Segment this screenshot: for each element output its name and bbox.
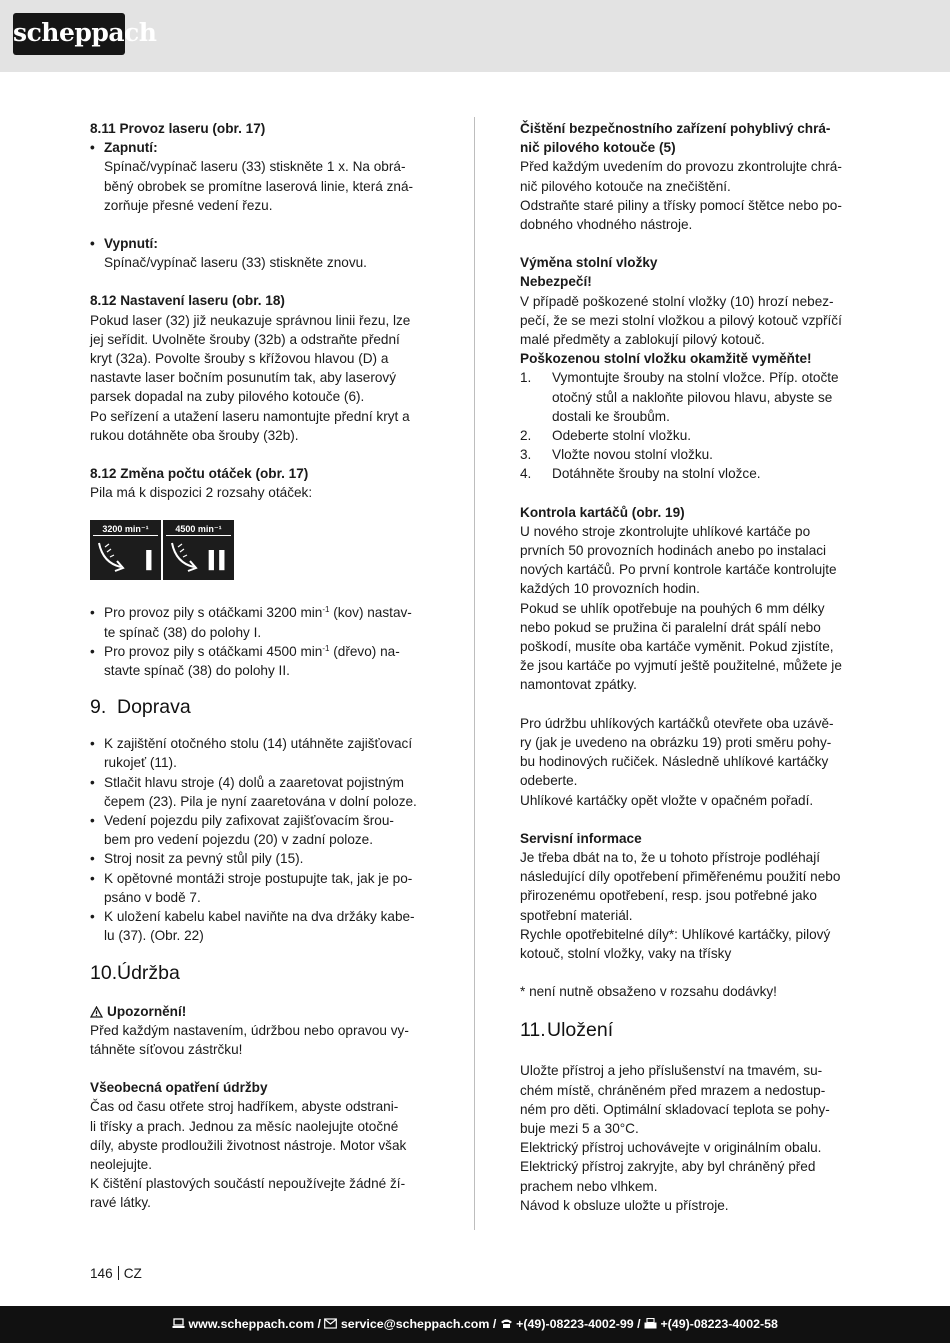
- text-line: ravé látky.: [90, 1195, 151, 1211]
- footer-website-link[interactable]: www.scheppach.com: [188, 1317, 315, 1331]
- email-icon: [324, 1318, 337, 1329]
- speed-roman-numeral: II: [206, 544, 227, 578]
- text-span: (kov) nastav-: [329, 605, 412, 621]
- speed-label: 4500 min⁻¹: [166, 523, 231, 536]
- text-line: Po seřízení a utažení laseru namontujte přední kryt a: [90, 408, 410, 424]
- text-line: neolejujte.: [90, 1156, 152, 1172]
- computer-icon: [172, 1318, 185, 1329]
- section-11-heading: [520, 1017, 859, 1043]
- bullet-dot: •: [90, 643, 95, 659]
- superscript: -1: [322, 605, 330, 615]
- general-maintenance-text: [90, 1097, 430, 1212]
- text-line: ném pro děti. Optimální skladovací teplota se pohy-: [520, 1101, 830, 1117]
- text-line: Čas od času otřete stroj hadříkem, abyste odstrani-: [90, 1099, 399, 1115]
- text-line: prachem nebo vlhkem.: [520, 1178, 658, 1194]
- bullet-dot: •: [90, 851, 95, 867]
- text-line: Vymontujte šrouby na stolní vložce. Příp. otočte: [552, 370, 839, 386]
- section-8-12-laser-title: 8.12 Nastavení laseru (obr. 18): [90, 293, 285, 309]
- bullet-dot: •: [90, 774, 95, 790]
- speed-label: 3200 min⁻¹: [93, 523, 158, 536]
- section-number: 11.: [520, 1019, 546, 1042]
- text-span: Pro provoz pily s otáčkami 3200 min: [104, 605, 323, 621]
- text-line: díly, abyste prodloužili životnost nástroje. Motor však: [90, 1137, 407, 1153]
- text-line: čepem (23). Pila je nyní zaaretována v dolní poloze.: [104, 793, 417, 809]
- on-text: [90, 157, 430, 215]
- service-footnote: * není nutně obsaženo v rozsahu dodávky!: [520, 984, 777, 1000]
- text-line: zorňuje přesné vedení řezu.: [104, 197, 273, 213]
- bullet-off: [90, 234, 430, 253]
- text-line: Stroj nosit za pevný stůl pily (15).: [104, 851, 304, 867]
- text-line: lu (37). (Obr. 22): [104, 928, 204, 944]
- speed-icon-4500: [163, 520, 234, 580]
- footer-email-link[interactable]: service@scheppach.com: [340, 1317, 490, 1331]
- text-line: nič pilového kotouče na znečištění.: [520, 178, 731, 194]
- footer-fax: +(49)-08223-4002-58: [660, 1317, 778, 1331]
- text-line: Elektrický přístroj uchovávejte v originálním obalu.: [520, 1140, 822, 1156]
- text-line: parsek dopadal na zuby pilového kotouče (6).: [90, 389, 365, 405]
- cleaning-text: [520, 157, 859, 234]
- text-line: Pila má k dispozici 2 rozsahy otáček:: [90, 485, 313, 501]
- text-line: Vedení pojezdu pily zafixovat zajišťovacím šrou-: [104, 813, 394, 829]
- text-line: přirozenému opotřebení, resp. jsou potřebné jako: [520, 888, 817, 904]
- speed-bullet-2: [90, 642, 430, 680]
- text-line: Stlačit hlavu stroje (4) dolů a zaaretovat pojistným: [104, 774, 404, 790]
- text-line: kotouč, stolní vložky, vaky na třísky: [520, 945, 732, 961]
- page-separator: [118, 1266, 119, 1280]
- text-line: Uložte přístroj a jeho příslušenství na tmavém, su-: [520, 1063, 823, 1079]
- transport-bullet: [90, 849, 430, 868]
- laser-adjust-text: [90, 311, 430, 445]
- text-line: psáno v bodě 7.: [104, 889, 201, 905]
- maintenance-warning: [90, 1002, 430, 1021]
- footer-separator: /: [637, 1317, 641, 1331]
- text-line: stavte spínač (38) do polohy II.: [104, 663, 290, 679]
- section-title: Doprava: [117, 696, 191, 719]
- service-info-title: Servisní informace: [520, 830, 642, 846]
- text-line: Pro údržbu uhlíkových kartáčků otevřete oba uzávě-: [520, 715, 834, 731]
- bullet-dot: •: [90, 813, 95, 829]
- left-column: [90, 119, 430, 1213]
- section-title: Údržba: [117, 961, 180, 984]
- brush-check-text: [520, 522, 859, 695]
- text-line: Odeberte stolní vložku.: [552, 428, 692, 444]
- step-item: [520, 445, 859, 464]
- text-line: li třísky a prach. Jednou za měsíc naolejujte otočné: [90, 1118, 399, 1134]
- text-line: malé předměty a zablokují pilový kotouč.: [520, 332, 765, 348]
- text-line: Rychle opotřebitelné díly*: Uhlíkové kartáčky, pilový: [520, 926, 831, 942]
- fax-icon: [644, 1318, 657, 1329]
- table-insert-text: [520, 292, 859, 350]
- text-line: dostali ke šroubům.: [552, 408, 670, 424]
- phone-icon: [500, 1318, 513, 1329]
- text-line: chém místě, chráněném před mrazem a nedostup-: [520, 1082, 826, 1098]
- text-line: K opětovné montáži stroje postupujte tak, jak je po-: [104, 870, 413, 886]
- footer-separator: /: [492, 1317, 497, 1331]
- text-line: Před každým uvedením do provozu zkontrolujte chrá-: [520, 159, 842, 175]
- bullet-on: [90, 138, 430, 157]
- transport-bullet: [90, 773, 430, 811]
- brush-replace-text: [520, 714, 859, 810]
- transport-bullet: [90, 907, 430, 945]
- section-9-heading: [90, 694, 430, 720]
- text-line: bu hodinových ručiček. Následně uhlíkové kartáčky: [520, 754, 829, 770]
- page-number-value: 146: [90, 1266, 113, 1281]
- text-line: každých 10 provozních hodin.: [520, 581, 700, 597]
- rotation-arrow-icon: [168, 539, 202, 575]
- warning-text: [90, 1021, 430, 1059]
- text-line: V případě poškozené stolní vložky (10) hrozí nebez-: [520, 293, 834, 309]
- text-line: ry (jak je uvedeno na obrázku 19) proti směru pohy-: [520, 734, 832, 750]
- section-10-heading: [90, 960, 430, 986]
- text-line: K uložení kabelu kabel naviňte na dva držáky kabe-: [104, 909, 415, 925]
- superscript: -1: [322, 643, 330, 653]
- text-line: že jsou kartáče po vyjmutí ještě použitelné, můžete je: [520, 658, 842, 674]
- replace-insert-notice: Poškozenou stolní vložku okamžitě vyměňte!: [520, 351, 812, 367]
- text-line: spotřební materiál.: [520, 907, 633, 923]
- text-line: K zajištění otočného stolu (14) utáhněte zajišťovací: [104, 736, 413, 752]
- text-line: nebo pokud se pružina či paralelní drát spálí nebo: [520, 619, 821, 635]
- speed-roman-numeral: I: [143, 544, 154, 578]
- transport-bullet: [90, 734, 430, 772]
- text-line: namontovat zpátky.: [520, 677, 637, 693]
- text-line: nastavte laser bočním posunutím tak, aby laserový: [90, 370, 397, 386]
- off-label: Vypnutí:: [104, 236, 158, 252]
- step-item: [520, 368, 859, 426]
- bullet-dot: •: [90, 140, 95, 156]
- text-line: Pokud se uhlík opotřebuje na pouhých 6 mm délky: [520, 600, 825, 616]
- step-number: 3.: [520, 447, 532, 463]
- text-span: (dřevo) na-: [329, 643, 400, 659]
- step-number: 1.: [520, 370, 532, 386]
- danger-label: Nebezpečí!: [520, 274, 592, 290]
- text-line: dobného vhodného nástroje.: [520, 217, 693, 233]
- footer-bar: [0, 1306, 950, 1343]
- text-span: Pro provoz pily s otáčkami 4500 min: [104, 643, 323, 659]
- text-line: Pokud laser (32) již neukazuje správnou linii řezu, lze: [90, 312, 411, 328]
- footer-phone: +(49)-08223-4002-99: [516, 1317, 634, 1331]
- language-code: CZ: [123, 1266, 142, 1281]
- title-line: nič pilového kotouče (5): [520, 140, 676, 156]
- text-line: te spínač (38) do polohy I.: [104, 624, 262, 640]
- text-line: buje mezi 5 a 30°C.: [520, 1120, 639, 1136]
- section-title: Uložení: [547, 1019, 614, 1042]
- text-line: Odstraňte staré piliny a třísky pomocí štětce nebo po-: [520, 197, 842, 213]
- service-info-text: [520, 848, 859, 963]
- table-insert-title: Výměna stolní vložky: [520, 255, 658, 271]
- cleaning-title: [520, 119, 859, 157]
- warning-triangle-icon: [90, 1006, 103, 1018]
- warning-label: Upozornění!: [107, 1003, 187, 1019]
- bullet-dot: •: [90, 870, 95, 886]
- text-line: bem pro vedení pojezdu (20) v zadní poloze.: [104, 832, 374, 848]
- bullet-dot: •: [90, 909, 95, 925]
- storage-text: [520, 1061, 859, 1215]
- speed-switch-figure: [90, 520, 430, 580]
- bullet-dot: •: [90, 236, 95, 252]
- page-number: [90, 1264, 142, 1283]
- text-line: prvních 50 provozních hodinách anebo po instalaci: [520, 543, 827, 559]
- text-line: odeberte.: [520, 773, 578, 789]
- text-line: rukou dotáhněte oba šrouby (32b).: [90, 427, 299, 443]
- speed-bullet-1: [90, 603, 430, 641]
- step-number: 4.: [520, 466, 532, 482]
- text-line: Vložte novou stolní vložku.: [552, 447, 713, 463]
- text-line: rukojeť (11).: [104, 755, 177, 771]
- text-line: otočný stůl a nakloňte pilovou hlavu, abyste se: [552, 389, 833, 405]
- text-line: Uhlíkové kartáčky opět vložte v opačném pořadí.: [520, 792, 814, 808]
- text-line: táhněte síťovou zástrčku!: [90, 1041, 243, 1057]
- off-text: [90, 253, 430, 272]
- step-item: [520, 426, 859, 445]
- text-line: Dotáhněte šrouby na stolní vložce.: [552, 466, 761, 482]
- text-line: běný obrobek se promítne laserová linie, která zná-: [104, 178, 414, 194]
- text-line: nových kartáčů. Po první kontrole kartáče kontrolujte: [520, 562, 837, 578]
- bullet-dot: •: [90, 736, 95, 752]
- column-divider: [474, 117, 475, 1230]
- text-line: kryt (32a). Povolte šrouby s křížovou hlavou (D) a: [90, 351, 389, 367]
- section-8-12-speed-title: 8.12 Změna počtu otáček (obr. 17): [90, 466, 309, 482]
- step-number: 2.: [520, 428, 532, 444]
- text-line: U nového stroje zkontrolujte uhlíkové kartáče po: [520, 523, 811, 539]
- transport-bullet: [90, 869, 430, 907]
- section-number: 10.: [90, 961, 118, 984]
- footer-separator: /: [317, 1317, 321, 1331]
- step-item: [520, 464, 859, 483]
- rotation-arrow-icon: [95, 539, 129, 575]
- text-line: Elektrický přístroj zakryjte, aby byl chráněný před: [520, 1159, 816, 1175]
- text-line: následující díly opotřebení přiměřenému použití nebo: [520, 869, 841, 885]
- text-line: poškodí, musíte oba kartáče vyměnit. Pokud zjistíte,: [520, 639, 834, 655]
- transport-bullet: [90, 811, 430, 849]
- text-line: pečí, že se mezi stolní vložkou a pilový kotouč vzpříčí: [520, 312, 842, 328]
- text-line: Spínač/vypínač laseru (33) stiskněte 1 x. Na obrá-: [104, 159, 406, 175]
- section-number: 9.: [90, 696, 107, 719]
- title-line: Čištění bezpečnostního zařízení pohyblivý chrá-: [520, 121, 831, 136]
- text-line: Je třeba dbát na to, že u tohoto přístroje podléhají: [520, 849, 821, 865]
- on-label: Zapnutí:: [104, 140, 158, 156]
- speed-icon-3200: [90, 520, 161, 580]
- section-8-11-title: 8.11 Provoz laseru (obr. 17): [90, 121, 266, 136]
- header-bar: [0, 0, 950, 72]
- text-line: Spínač/vypínač laseru (33) stiskněte znovu.: [104, 255, 367, 271]
- text-line: Před každým nastavením, údržbou nebo opravou vy-: [90, 1022, 409, 1038]
- text-line: jej seřídit. Uvolněte šrouby (32b) a odstraňte přední: [90, 331, 400, 347]
- right-column: [520, 119, 859, 1215]
- general-maintenance-title: Všeobecná opatření údržby: [90, 1080, 268, 1096]
- text-line: K čištění plastových součástí nepoužívejte žádné ží-: [90, 1176, 406, 1192]
- brush-check-title: Kontrola kartáčů (obr. 19): [520, 504, 685, 520]
- text-line: Návod k obsluze uložte u přístroje.: [520, 1197, 729, 1213]
- bullet-dot: •: [90, 605, 95, 621]
- scheppach-logo: scheppach: [13, 13, 125, 55]
